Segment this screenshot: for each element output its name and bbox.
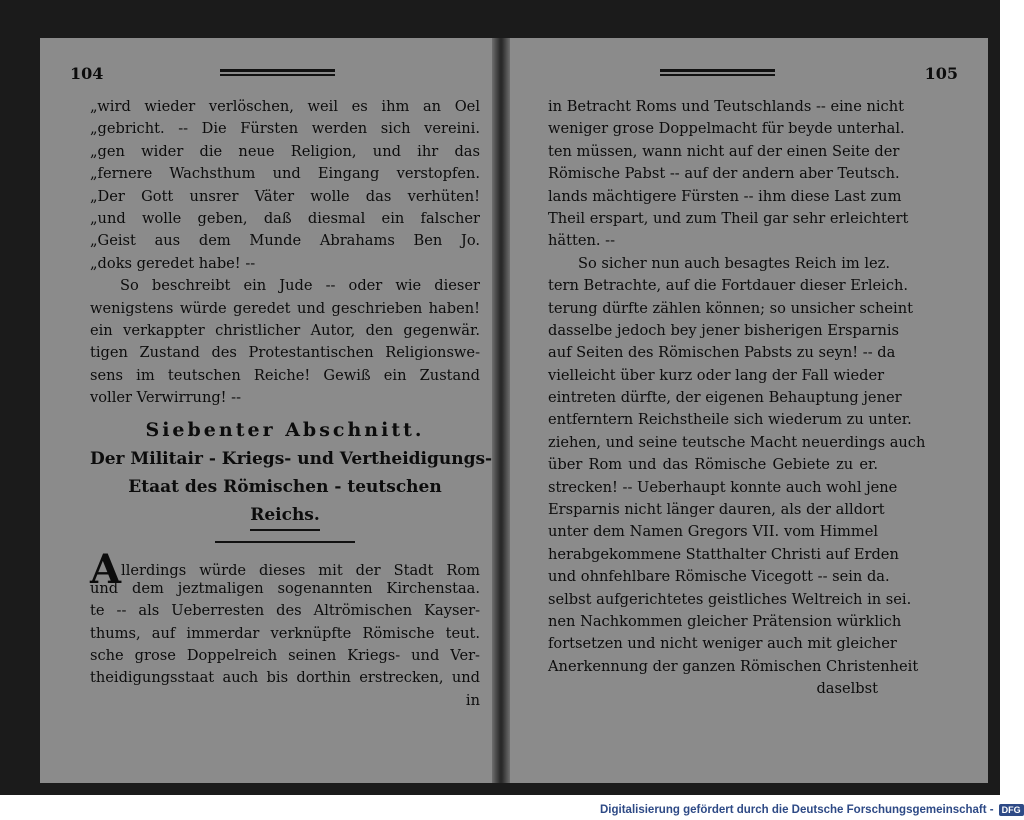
text-line: „gen wider die neue Religion, und ihr das <box>90 142 480 160</box>
credit-text: Digitalisierung gefördert durch die Deutsche Forschungsgemeinschaft - <box>600 804 994 816</box>
section-subheading: Der Militair - Kriegs- und Vertheidigungs- <box>90 449 493 470</box>
text-line: „Der Gott unsrer Väter wolle das verhüten! <box>90 187 480 205</box>
text-line: wenigstens würde geredet und geschrieben haben! <box>90 299 480 317</box>
text-line: nen Nachkommen gleicher Prätension würklich <box>548 612 902 630</box>
text-line: und dem jeztmaligen sogenannten Kirchenstaa. <box>90 579 480 597</box>
text-line: entferntern Reichstheile sich wiederum zu unter. <box>548 411 912 429</box>
text-line: „fernere Wachsthum und Eingang verstopfen. <box>90 165 480 183</box>
book-gutter <box>492 38 510 783</box>
left-header-rule <box>220 69 335 76</box>
text-line: Ersparnis nicht länger dauren, als der alldort <box>548 501 885 519</box>
text-line: So beschreibt ein Jude -- oder wie dieser <box>120 277 480 295</box>
text-line: „gebricht. -- Die Fürsten werden sich vereini. <box>90 120 480 138</box>
section-subheading-end <box>90 501 480 529</box>
text-line: „doks geredet habe! -- <box>90 254 256 272</box>
text-line: Anerkennung der ganzen Römischen Christenheit <box>548 657 919 675</box>
text-line: Römische Pabst -- auf der andern aber Teutsch. <box>548 165 900 183</box>
text-line: unter dem Namen Gregors VII. vom Himmel <box>548 523 878 541</box>
text-line: voller Verwirrung! -- <box>90 389 242 407</box>
section-divider <box>215 541 355 543</box>
text-line: te -- als Ueberresten des Altrömischen Kayser- <box>90 602 480 620</box>
section-heading: Siebenter Abschnitt. <box>145 419 425 442</box>
text-line: vielleicht über kurz oder lang der Fall wieder <box>548 366 885 384</box>
section-subheading-final: Reichs. <box>250 501 320 531</box>
text-line: „Geist aus dem Munde Abrahams Ben Jo. <box>90 232 480 250</box>
left-body-text <box>90 96 493 712</box>
text-line: herabgekommene Statthalter Christi auf Erden <box>548 545 899 563</box>
text-line: ziehen, und seine teutsche Macht neuerdings auch <box>548 433 926 451</box>
dfg-logo: DFG <box>999 804 1024 816</box>
text-line: über Rom und das Römische Gebiete zu er. <box>548 456 878 474</box>
text-line: weniger grose Doppelmacht für beyde unterhal. <box>548 120 905 138</box>
text-line: theidigungsstaat auch bis dorthin erstrecken, und <box>90 669 480 687</box>
text-line: lands mächtigere Fürsten -- ihm diese Last zum <box>548 187 902 205</box>
text-line: „wird wieder verlöschen, weil es ihm an Oel <box>90 98 480 115</box>
text-line: eintreten dürfte, der eigenen Behauptung jener <box>548 389 902 407</box>
left-page-number: 104 <box>70 64 104 83</box>
drop-cap: A <box>90 546 122 594</box>
text-line: terung dürfte zählen können; so unsicher scheint <box>548 299 913 317</box>
text-line: Theil erspart, und zum Theil gar sehr erleichtert <box>548 209 909 227</box>
text-line: thums, auf immerdar verknüpfte Römische teut. <box>90 624 480 642</box>
text-line: „und wolle geben, daß diesmal ein falscher <box>90 209 480 227</box>
text-line: tigen Zustand des Protestantischen Religionswe- <box>90 344 480 362</box>
text-line: sens im teutschen Reiche! Gewiß ein Zustand <box>90 366 480 384</box>
right-body-text <box>548 96 926 701</box>
text-line: tern Betrachte, auf die Fortdauer dieser Erleich. <box>548 277 909 295</box>
right-page-number: 105 <box>924 64 958 83</box>
text-line-rest: llerdings würde dieses mit der Stadt Rom <box>121 562 480 580</box>
text-line: selbst aufgerichtetes geistliches Weltreich in sei. <box>548 590 912 608</box>
catchword: in <box>465 691 480 709</box>
right-header-rule <box>660 69 775 76</box>
left-page <box>40 38 492 783</box>
text-line: dasselbe jedoch bey jener bisherigen Ersparnis <box>548 321 900 339</box>
text-line: strecken! -- Ueberhaupt konnte auch wohl jene <box>548 478 898 496</box>
catchword: daselbst <box>816 680 878 698</box>
text-line: in Betracht Roms und Teutschlands -- eine nicht <box>548 98 904 115</box>
text-line: So sicher nun auch besagtes Reich im lez. <box>578 254 890 272</box>
section-subheading: Etaat des Römischen - teutschen <box>128 477 442 498</box>
text-line: und ohnfehlbare Römische Vicegott -- sein da. <box>548 568 890 586</box>
text-line: fortsetzen und nicht weniger auch mit gleicher <box>548 635 897 653</box>
text-line: hätten. -- <box>548 232 616 250</box>
text-line: ein verkappter christlicher Autor, den gegenwär. <box>90 321 480 339</box>
digitization-credit <box>600 800 1021 820</box>
right-page <box>510 38 988 783</box>
text-line: ten müssen, wann nicht auf der einen Seite der <box>548 142 900 160</box>
text-line: auf Seiten des Römischen Pabsts zu seyn! -- da <box>548 344 896 362</box>
text-line: sche grose Doppelreich seinen Kriegs- und Ver- <box>90 647 480 665</box>
